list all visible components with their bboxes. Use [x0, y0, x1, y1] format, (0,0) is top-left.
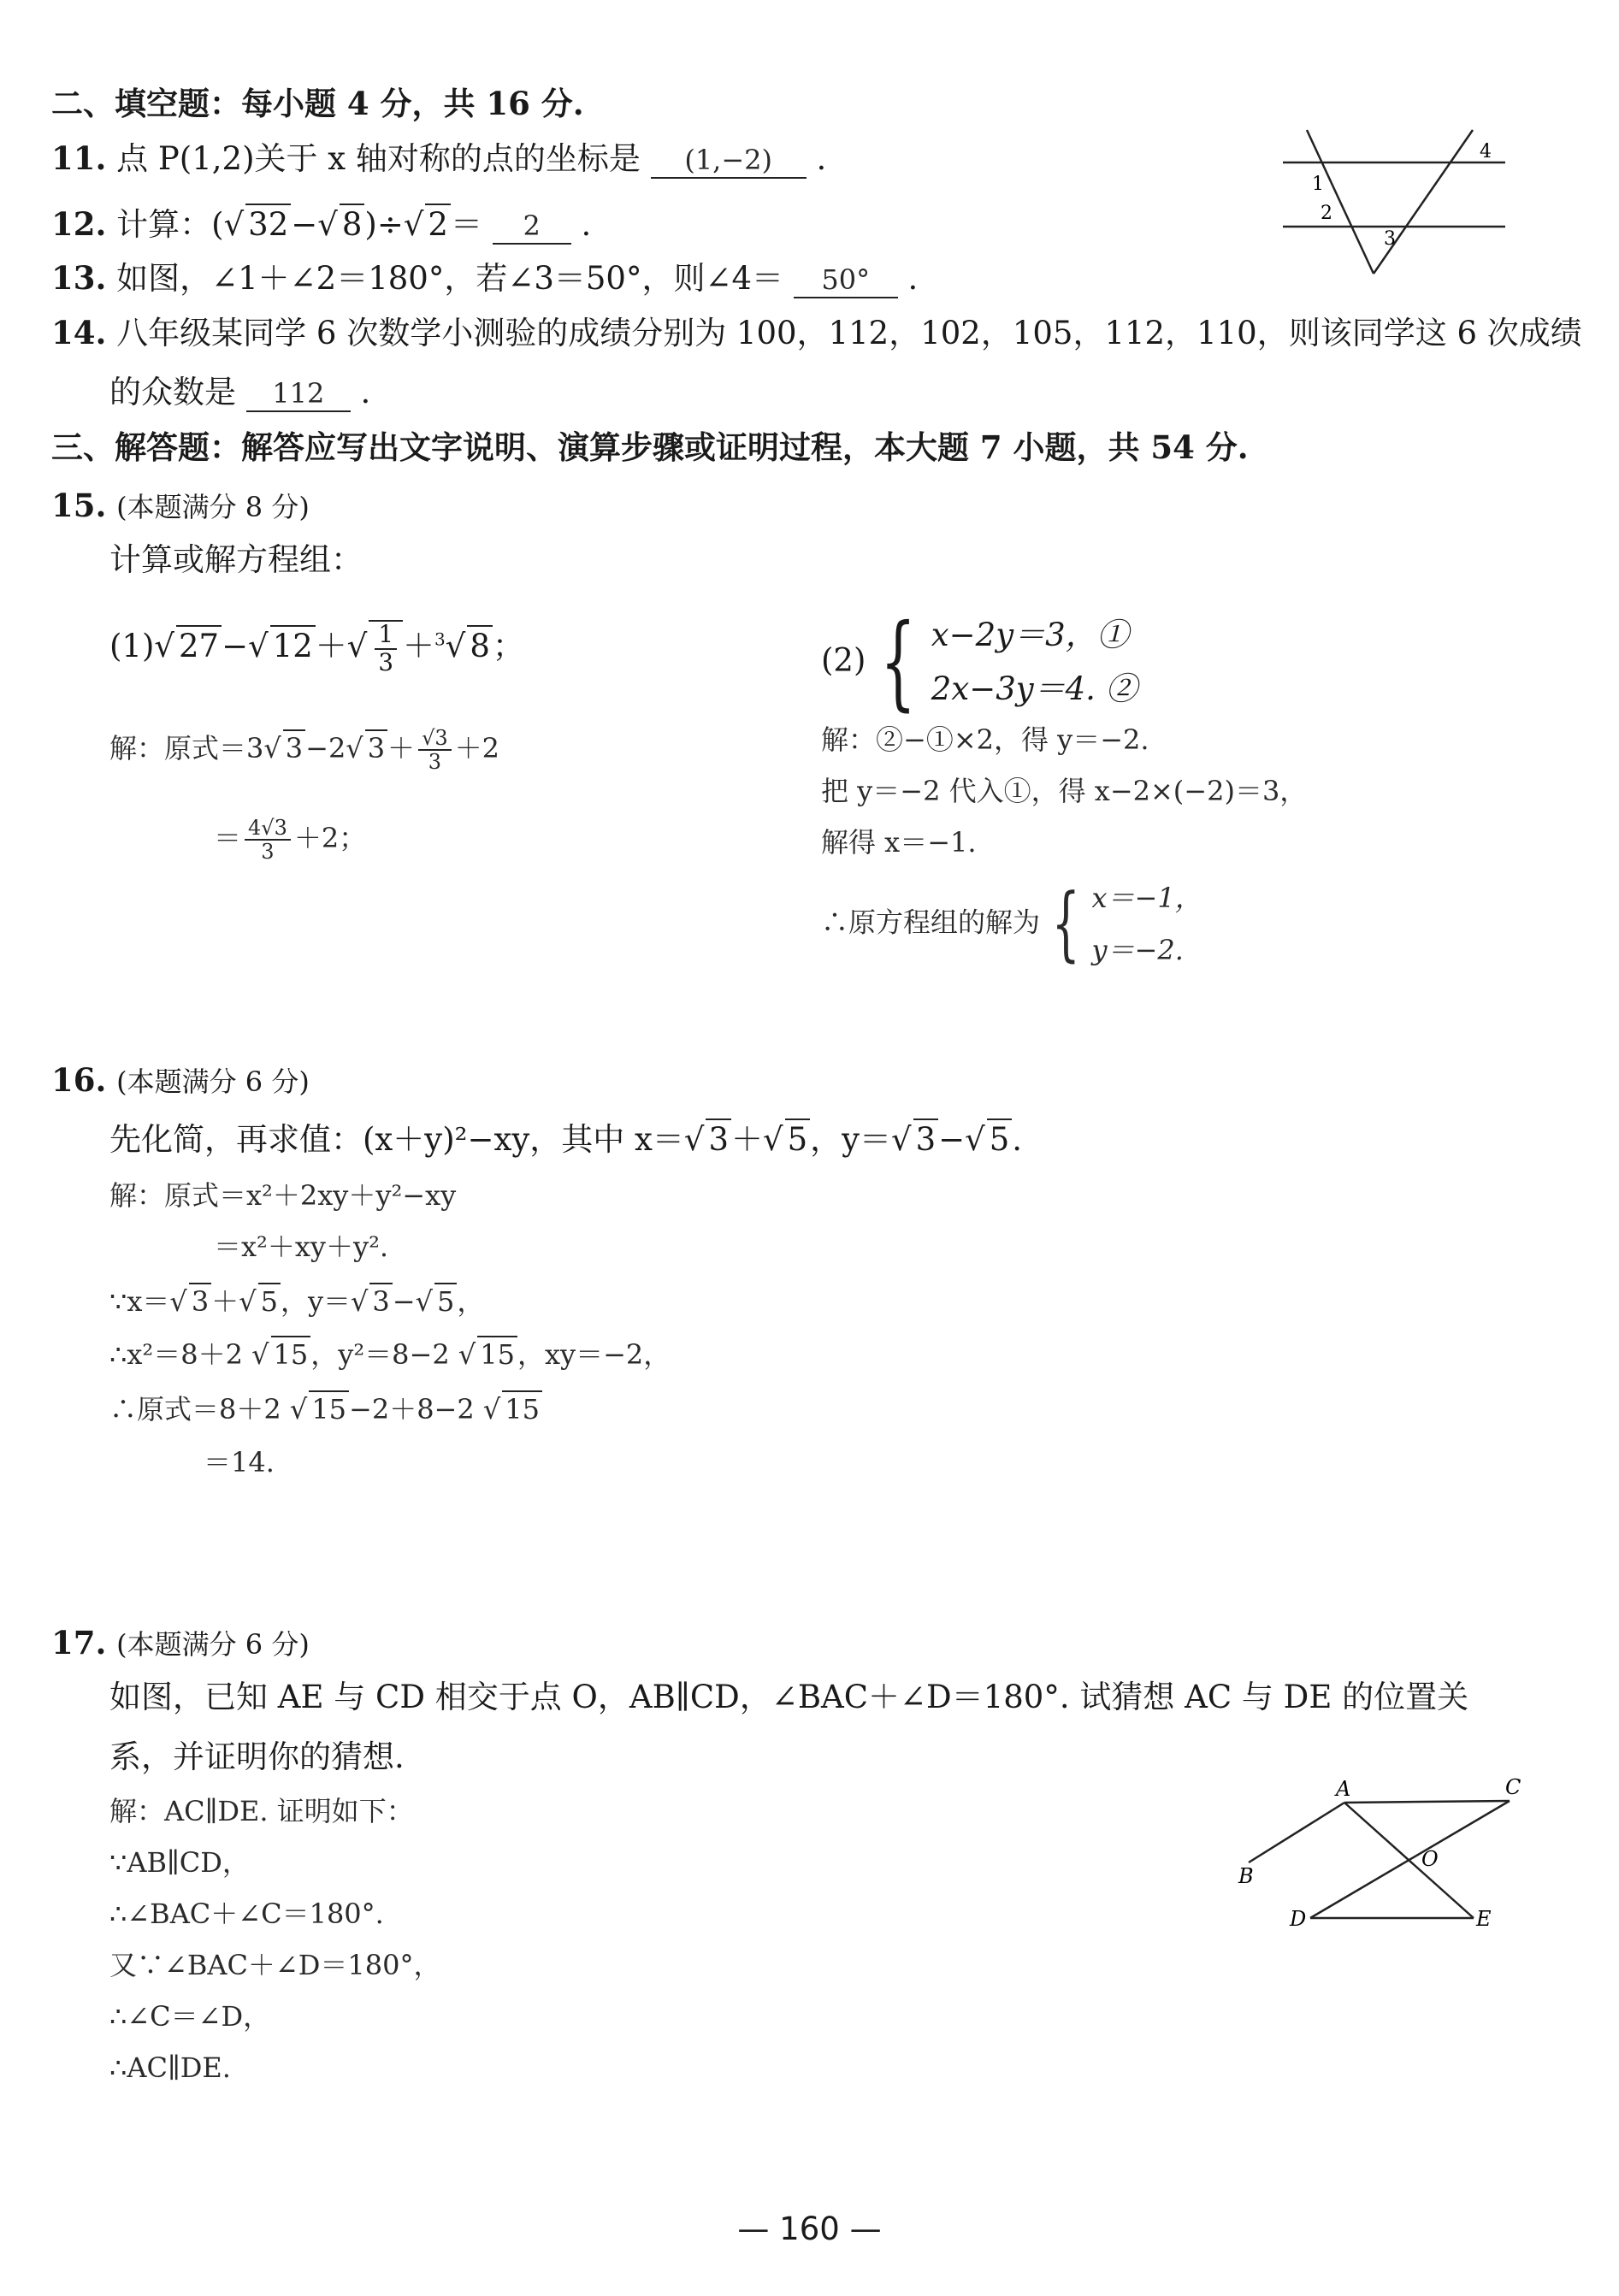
radicand: 15: [477, 1336, 517, 1372]
numerator: 3: [434, 726, 448, 750]
radicand: 27: [176, 625, 222, 666]
q17-step2: ∵AB∥CD，: [109, 1846, 250, 1879]
punctuation: .: [1012, 1121, 1023, 1158]
radicand: 3: [283, 729, 305, 765]
point-label-c: C: [1505, 1775, 1522, 1799]
question-text: 点 P(1,2)关于 x 轴对称的点的坐标是: [116, 140, 641, 177]
q17-step5: ∴∠C＝∠D，: [109, 2000, 271, 2033]
answer-blank: (1,−2): [651, 143, 807, 179]
question-number: 17.: [51, 1624, 107, 1662]
solution-text: 解：原式＝3: [109, 731, 264, 764]
radicand: 15: [309, 1390, 349, 1426]
section-2-title: 二、填空题：每小题 4 分，共 16 分.: [51, 85, 584, 122]
question-16-prompt: 先化简，再求值：(x＋y)²−xy，其中 x＝√ 3＋√ 5，y＝√ 3−√ 5.: [109, 1118, 1022, 1160]
q15-part2-step4: ∴原方程组的解为 { x＝−1， y＝−2.: [821, 872, 1202, 977]
radicand: 2: [425, 204, 451, 245]
angle-label-4: 4: [1480, 141, 1492, 162]
operator: ＝: [214, 821, 242, 854]
radicand: 8: [467, 625, 493, 666]
figure-q13-parallel-lines: [1274, 120, 1522, 278]
solution-text: ∴x²＝8＋2: [109, 1338, 243, 1371]
operator: ＋: [211, 1285, 239, 1318]
operator: −: [392, 1285, 416, 1318]
radicand: 5: [258, 1283, 281, 1319]
radicand: 3: [913, 1118, 939, 1160]
point-label-o: O: [1421, 1847, 1439, 1871]
radicand: 3: [706, 1118, 731, 1160]
q17-step6: ∴AC∥DE.: [109, 2051, 231, 2084]
equation-1: x−2y＝3，①: [931, 617, 1129, 653]
radicand: 3: [369, 1283, 392, 1319]
punctuation: ；: [492, 628, 524, 665]
solution-text: ，xy＝−2，: [517, 1338, 671, 1371]
q15-part2-step3: 解得 x＝−1.: [821, 826, 977, 859]
point-label-b: B: [1238, 1864, 1254, 1888]
solution-text: ＋2: [454, 731, 500, 764]
answer-blank: 112: [246, 376, 351, 412]
radicand: 15: [271, 1336, 311, 1372]
part-label: (2): [821, 641, 866, 679]
radicand: 3: [189, 1283, 211, 1319]
question-12: 12. 计算：(√ 32−√ 8)÷√ 2＝ 2 .: [51, 204, 591, 245]
question-number: 11.: [51, 139, 107, 177]
question-lead: 计算：(: [116, 206, 224, 243]
q15-part2-step2: 把 y＝−2 代入①，得 x−2×(−2)＝3，: [821, 775, 1308, 807]
question-text: 的众数是: [109, 374, 236, 410]
operator: ＋: [315, 628, 347, 665]
solution-y: y＝−2.: [1091, 933, 1184, 966]
answer-blank: 2: [493, 209, 571, 245]
question-tail: .: [816, 140, 827, 177]
q16-step4: ∴x²＝8＋2 √ 15，y²＝8−2 √ 15，xy＝−2，: [109, 1336, 671, 1372]
operator: −: [938, 1121, 966, 1158]
q16-step2: ＝x²＋xy＋y².: [214, 1231, 389, 1263]
section-3-title: 三、解答题：解答应写出文字说明、演算步骤或证明过程，本大题 7 小题，共 54 分.: [51, 428, 1249, 466]
equation-2: 2x−3y＝4. ②: [931, 670, 1137, 707]
radicand: 32: [245, 204, 291, 245]
question-tail: .: [581, 206, 592, 243]
q16-step3: ∵x＝√ 3＋√ 5，y＝√ 3−√ 5，: [109, 1283, 484, 1319]
question-tail: .: [907, 260, 919, 297]
question-score: (本题满分 6 分): [116, 1065, 310, 1098]
q17-step1: 解：AC∥DE. 证明如下：: [109, 1795, 414, 1827]
question-number: 12.: [51, 205, 107, 243]
question-14-line2: [109, 373, 370, 412]
angle-label-1: 1: [1312, 174, 1324, 195]
q15-part2-step1: 解：②−①×2，得 y＝−2.: [821, 723, 1149, 756]
point-label-a: A: [1336, 1777, 1351, 1801]
q15-part2-problem: (2) { x−2y＝3，① 2x−3y＝4. ②: [821, 602, 1137, 722]
numerator-radicand: 3: [274, 816, 287, 840]
operator: )÷: [364, 206, 404, 243]
part-label: (1): [109, 628, 155, 665]
radicand: 15: [502, 1390, 542, 1426]
question-13: [51, 258, 918, 298]
q15-part1-problem: (1)√ 27−√ 12＋√ $\frac{1}{3}$ ＋$^3$√ 8；: [109, 620, 524, 676]
radicand: 5: [434, 1283, 457, 1319]
q17-step4: 又∵∠BAC＋∠D＝180°，: [109, 1949, 441, 1981]
question-text: 如图，∠1＋∠2＝180°，若∠3＝50°，则∠4＝: [116, 260, 784, 297]
solution-text: ，y²＝8−2: [310, 1338, 450, 1371]
q17-step3: ∴∠BAC＋∠C＝180°.: [109, 1898, 384, 1930]
question-17-header: [51, 1623, 310, 1663]
radicand: 12: [270, 625, 316, 666]
angle-label-3: 3: [1384, 228, 1396, 250]
prompt-text: 先化简，再求值：(x＋y)²−xy，其中 x＝: [109, 1121, 684, 1158]
denominator: 3: [428, 750, 441, 775]
figure-q17: [1232, 1775, 1522, 1933]
radicand: 3: [365, 729, 387, 765]
question-score: (本题满分 6 分): [116, 1628, 310, 1661]
question-number: 13.: [51, 259, 107, 297]
solution-x: x＝−1，: [1091, 882, 1202, 914]
solution-text: ＋2；: [293, 821, 367, 854]
numerator-coefficient: 4: [248, 816, 262, 840]
question-17-prompt-line1: 如图，已知 AE 与 CD 相交于点 O，AB∥CD，∠BAC＋∠D＝180°. 试猜想 AC 与 DE 的位置关: [109, 1679, 1469, 1715]
q16-step5: ∴原式＝8＋2 √ 15−2＋8−2 √ 15: [109, 1390, 542, 1426]
solution-text: ∴原式＝8＋2: [109, 1393, 281, 1425]
q16-step6: ＝14.: [204, 1446, 275, 1479]
operator: −: [222, 628, 249, 665]
operator: −: [291, 206, 318, 243]
question-text: 八年级某同学 6 次数学小测验的成绩分别为 100，112，102，105，112，110，则该同学这 6 次成绩: [116, 315, 1582, 351]
question-tail: .: [360, 374, 371, 410]
solution-text: −2＋8−2: [349, 1393, 475, 1425]
question-number: 15.: [51, 487, 107, 524]
point-label-e: E: [1476, 1907, 1492, 1931]
question-11: [51, 139, 826, 179]
operator: ＋: [403, 628, 435, 665]
denominator: 3: [261, 840, 275, 865]
radicand: 5: [987, 1118, 1013, 1160]
angle-label-2: 2: [1321, 203, 1332, 224]
point-label-d: D: [1290, 1907, 1307, 1931]
question-15-prompt: 计算或解方程组：: [109, 541, 363, 578]
question-14: [51, 313, 1582, 353]
q16-step1: 解：原式＝x²＋2xy＋y²−xy: [109, 1179, 457, 1212]
solution-text: ，y＝: [280, 1285, 352, 1318]
page-number: — 160 —: [737, 2210, 882, 2247]
solution-text: ∴原方程组的解为: [821, 906, 1041, 939]
question-15-header: [51, 486, 310, 526]
radicand: 8: [340, 204, 365, 245]
question-score: (本题满分 8 分): [116, 491, 310, 523]
punctuation: ，: [457, 1285, 485, 1318]
solution-text: ∵x＝: [109, 1285, 170, 1318]
q15-part1-solution-line2: ＝ $\frac{4√3}{3}$ ＋2；: [214, 816, 367, 865]
operator: ＋: [731, 1121, 763, 1158]
q15-part1-solution-line1: 解：原式＝3√ 3−2√ 3＋ $\frac{√3}{3}$ ＋2: [109, 726, 500, 775]
denominator: 3: [378, 647, 394, 676]
answer-blank: 50°: [794, 263, 898, 298]
question-number: 16.: [51, 1061, 107, 1099]
solution-text: −2: [305, 731, 346, 764]
operator: ＋: [387, 731, 416, 764]
question-16-header: [51, 1060, 310, 1101]
prompt-text: ，y＝: [810, 1121, 892, 1158]
radicand: 5: [785, 1118, 811, 1160]
root-index: 3: [434, 629, 446, 650]
operator: ＝: [450, 206, 482, 243]
question-17-prompt-line2: 系，并证明你的猜想.: [109, 1738, 405, 1775]
question-number: 14.: [51, 314, 107, 351]
numerator: 1: [375, 622, 397, 650]
